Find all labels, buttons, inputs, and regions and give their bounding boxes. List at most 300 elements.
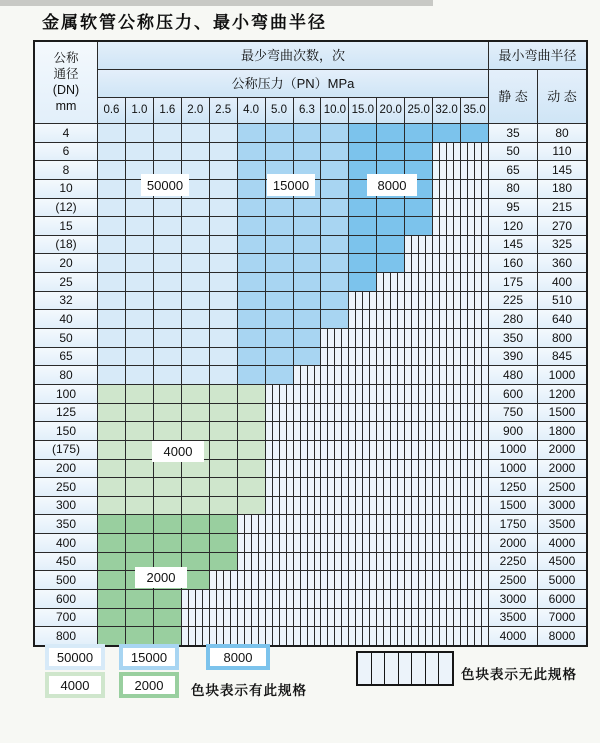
spec-available-cell (98, 571, 125, 589)
legend-label-8000: 8000 (210, 648, 266, 666)
spec-unavailable-cell (349, 329, 376, 347)
spec-available-cell (98, 310, 125, 328)
spec-available-cell (210, 217, 237, 235)
spec-unavailable-cell (294, 590, 321, 608)
spec-unavailable-cell (433, 478, 460, 496)
zone-label-2000: 2000 (135, 567, 187, 588)
spec-available-cell (238, 348, 265, 366)
legend-label-4000: 4000 (49, 676, 101, 694)
spec-available-cell (126, 143, 153, 161)
spec-available-cell (294, 292, 321, 310)
legend-label-50000: 50000 (49, 648, 101, 666)
spec-available-cell (349, 273, 376, 291)
spec-unavailable-cell (266, 571, 293, 589)
spec-unavailable-cell (461, 161, 488, 179)
dynamic-radius-cell: 1800 (538, 422, 586, 440)
spec-unavailable-cell (377, 627, 404, 645)
dynamic-radius-cell: 110 (538, 143, 586, 161)
spec-unavailable-cell (238, 609, 265, 627)
spec-available-cell (266, 217, 293, 235)
spec-unavailable-cell (349, 348, 376, 366)
spec-unavailable-cell (433, 627, 460, 645)
spec-unavailable-cell (377, 460, 404, 478)
static-radius-cell: 65 (489, 161, 537, 179)
dn-label-cell: 500 (35, 571, 97, 589)
spec-available-cell (126, 348, 153, 366)
legend-box-4000 (45, 672, 105, 698)
spec-unavailable-cell (377, 273, 404, 291)
spec-available-cell (210, 143, 237, 161)
pressure-column-header: 32.0 (433, 98, 460, 123)
spec-available-cell (98, 609, 125, 627)
spec-unavailable-cell (294, 404, 321, 422)
dynamic-radius-cell: 270 (538, 217, 586, 235)
dn-label-cell: 50 (35, 329, 97, 347)
spec-unavailable-cell (461, 273, 488, 291)
spec-available-cell (238, 199, 265, 217)
spec-unavailable-cell (349, 627, 376, 645)
spec-unavailable-cell (321, 404, 348, 422)
pressure-column-header: 0.6 (98, 98, 125, 123)
spec-available-cell (210, 534, 237, 552)
spec-available-cell (182, 385, 209, 403)
spec-unavailable-cell (377, 571, 404, 589)
pressure-column-header: 25.0 (405, 98, 432, 123)
static-column-header: 静 态 (489, 70, 537, 123)
spec-unavailable-cell (405, 348, 432, 366)
spec-unavailable-cell (461, 460, 488, 478)
spec-available-cell (182, 236, 209, 254)
spec-unavailable-cell (321, 422, 348, 440)
spec-available-cell (126, 590, 153, 608)
spec-available-cell (433, 124, 460, 142)
spec-available-cell (321, 143, 348, 161)
spec-unavailable-cell (433, 534, 460, 552)
spec-available-cell (405, 124, 432, 142)
spec-unavailable-cell (433, 236, 460, 254)
static-radius-cell: 2250 (489, 553, 537, 571)
spec-unavailable-cell (266, 478, 293, 496)
spec-unavailable-cell (433, 199, 460, 217)
spec-available-cell (182, 404, 209, 422)
pressure-column-header: 4.0 (238, 98, 265, 123)
spec-available-cell (349, 217, 376, 235)
spec-unavailable-cell (461, 534, 488, 552)
dynamic-radius-cell: 510 (538, 292, 586, 310)
dn-label-cell: 125 (35, 404, 97, 422)
spec-available-cell (321, 161, 348, 179)
spec-unavailable-cell (182, 590, 209, 608)
dynamic-radius-cell: 3500 (538, 515, 586, 533)
spec-available-cell (126, 236, 153, 254)
spec-available-cell (210, 329, 237, 347)
spec-available-cell (266, 124, 293, 142)
spec-available-cell (154, 590, 181, 608)
spec-unavailable-cell (377, 422, 404, 440)
spec-available-cell (154, 217, 181, 235)
spec-unavailable-cell (266, 422, 293, 440)
spec-available-cell (210, 124, 237, 142)
static-radius-cell: 2500 (489, 571, 537, 589)
dn-label-cell: 8 (35, 161, 97, 179)
spec-unavailable-cell (294, 441, 321, 459)
dn-label-cell: 100 (35, 385, 97, 403)
spec-unavailable-cell (294, 478, 321, 496)
spec-unavailable-cell (461, 515, 488, 533)
spec-available-cell (98, 422, 125, 440)
spec-available-cell (126, 404, 153, 422)
pressure-column-header: 5.0 (266, 98, 293, 123)
spec-available-cell (210, 199, 237, 217)
spec-available-cell (126, 609, 153, 627)
spec-available-cell (210, 292, 237, 310)
spec-available-cell (321, 180, 348, 198)
spec-available-cell (294, 348, 321, 366)
spec-unavailable-cell (461, 254, 488, 272)
spec-unavailable-cell (182, 627, 209, 645)
spec-available-cell (98, 553, 125, 571)
spec-available-cell (461, 124, 488, 142)
spec-available-cell (154, 627, 181, 645)
spec-unavailable-cell (294, 385, 321, 403)
legend-hatch-cell (439, 653, 452, 684)
spec-available-cell (182, 310, 209, 328)
legend-label-2000: 2000 (123, 676, 175, 694)
page-title: 金属软管公称压力、最小弯曲半径 (42, 13, 327, 33)
spec-unavailable-cell (433, 310, 460, 328)
spec-available-cell (98, 273, 125, 291)
spec-available-cell (98, 534, 125, 552)
spec-available-cell (182, 534, 209, 552)
spec-available-cell (182, 273, 209, 291)
spec-available-cell (349, 236, 376, 254)
spec-unavailable-cell (266, 460, 293, 478)
spec-unavailable-cell (238, 571, 265, 589)
spec-unavailable-cell (377, 385, 404, 403)
spec-available-cell (154, 460, 181, 478)
spec-available-cell (154, 292, 181, 310)
spec-available-cell (98, 460, 125, 478)
spec-unavailable-cell (349, 497, 376, 515)
static-radius-cell: 480 (489, 366, 537, 384)
spec-available-cell (154, 143, 181, 161)
spec-unavailable-cell (433, 254, 460, 272)
spec-unavailable-cell (294, 534, 321, 552)
dn-label-cell: (175) (35, 441, 97, 459)
dynamic-radius-cell: 4000 (538, 534, 586, 552)
spec-table (33, 40, 588, 647)
spec-unavailable-cell (461, 404, 488, 422)
spec-available-cell (98, 590, 125, 608)
spec-available-cell (154, 478, 181, 496)
spec-available-cell (126, 366, 153, 384)
spec-unavailable-cell (377, 441, 404, 459)
spec-available-cell (266, 292, 293, 310)
spec-unavailable-cell (405, 310, 432, 328)
spec-available-cell (238, 478, 265, 496)
spec-available-cell (294, 124, 321, 142)
spec-unavailable-cell (461, 348, 488, 366)
spec-available-cell (266, 236, 293, 254)
spec-unavailable-cell (405, 609, 432, 627)
dynamic-radius-cell: 325 (538, 236, 586, 254)
spec-available-cell (266, 254, 293, 272)
spec-unavailable-cell (210, 590, 237, 608)
spec-available-cell (126, 124, 153, 142)
spec-unavailable-cell (294, 515, 321, 533)
spec-available-cell (210, 236, 237, 254)
pressure-header: 公称压力（PN）MPa (98, 70, 488, 97)
bend-cycles-header: 最少弯曲次数，次 (98, 42, 488, 69)
legend-box-50000 (45, 644, 105, 670)
spec-available-cell (294, 199, 321, 217)
spec-available-cell (154, 310, 181, 328)
spec-available-cell (210, 515, 237, 533)
dynamic-radius-cell: 2000 (538, 441, 586, 459)
dn-label-cell: 32 (35, 292, 97, 310)
static-radius-cell: 280 (489, 310, 537, 328)
dynamic-radius-cell: 145 (538, 161, 586, 179)
spec-available-cell (238, 161, 265, 179)
spec-available-cell (154, 534, 181, 552)
dn-label-cell: 80 (35, 366, 97, 384)
spec-available-cell (405, 199, 432, 217)
spec-available-cell (294, 254, 321, 272)
spec-available-cell (210, 254, 237, 272)
spec-available-cell (98, 366, 125, 384)
spec-available-cell (321, 217, 348, 235)
spec-unavailable-cell (405, 236, 432, 254)
spec-unavailable-cell (377, 292, 404, 310)
spec-unavailable-cell (405, 478, 432, 496)
spec-unavailable-cell (321, 385, 348, 403)
spec-available-cell (126, 441, 153, 459)
spec-unavailable-cell (321, 553, 348, 571)
spec-available-cell (238, 497, 265, 515)
static-radius-cell: 350 (489, 329, 537, 347)
legend-hatch-box (356, 651, 454, 686)
spec-unavailable-cell (266, 385, 293, 403)
spec-unavailable-cell (377, 590, 404, 608)
corner-line-3: (DN) (52, 83, 80, 97)
spec-unavailable-cell (377, 348, 404, 366)
spec-unavailable-cell (433, 273, 460, 291)
spec-available-cell (154, 609, 181, 627)
dn-label-cell: 200 (35, 460, 97, 478)
spec-unavailable-cell (321, 478, 348, 496)
static-radius-cell: 1750 (489, 515, 537, 533)
spec-unavailable-cell (461, 441, 488, 459)
spec-available-cell (98, 199, 125, 217)
dn-label-cell: 6 (35, 143, 97, 161)
spec-unavailable-cell (461, 292, 488, 310)
spec-unavailable-cell (461, 571, 488, 589)
spec-available-cell (238, 404, 265, 422)
spec-unavailable-cell (321, 460, 348, 478)
spec-unavailable-cell (405, 627, 432, 645)
static-radius-cell: 600 (489, 385, 537, 403)
dynamic-radius-cell: 6000 (538, 590, 586, 608)
static-radius-cell: 95 (489, 199, 537, 217)
spec-available-cell (210, 497, 237, 515)
spec-available-cell (238, 143, 265, 161)
dn-label-cell: 250 (35, 478, 97, 496)
spec-available-cell (405, 217, 432, 235)
static-radius-cell: 1500 (489, 497, 537, 515)
spec-available-cell (154, 348, 181, 366)
spec-available-cell (349, 143, 376, 161)
spec-available-cell (238, 441, 265, 459)
spec-available-cell (154, 515, 181, 533)
dn-label-cell: (18) (35, 236, 97, 254)
spec-unavailable-cell (294, 497, 321, 515)
spec-available-cell (98, 254, 125, 272)
static-radius-cell: 2000 (489, 534, 537, 552)
dn-label-cell: 25 (35, 273, 97, 291)
spec-available-cell (126, 199, 153, 217)
spec-available-cell (154, 273, 181, 291)
spec-unavailable-cell (377, 366, 404, 384)
spec-unavailable-cell (349, 460, 376, 478)
spec-unavailable-cell (321, 515, 348, 533)
spec-unavailable-cell (349, 609, 376, 627)
legend-hatch-cell (426, 653, 440, 684)
spec-available-cell (238, 329, 265, 347)
spec-unavailable-cell (405, 553, 432, 571)
spec-unavailable-cell (294, 366, 321, 384)
spec-available-cell (266, 273, 293, 291)
spec-unavailable-cell (182, 609, 209, 627)
spec-unavailable-cell (349, 292, 376, 310)
dn-label-cell: 150 (35, 422, 97, 440)
static-radius-cell: 175 (489, 273, 537, 291)
spec-unavailable-cell (461, 217, 488, 235)
static-radius-cell: 225 (489, 292, 537, 310)
spec-available-cell (266, 199, 293, 217)
spec-unavailable-cell (461, 180, 488, 198)
spec-unavailable-cell (433, 348, 460, 366)
dn-label-cell: 300 (35, 497, 97, 515)
spec-unavailable-cell (294, 460, 321, 478)
spec-available-cell (377, 217, 404, 235)
spec-unavailable-cell (349, 310, 376, 328)
spec-available-cell (126, 273, 153, 291)
spec-unavailable-cell (266, 590, 293, 608)
spec-available-cell (98, 441, 125, 459)
spec-unavailable-cell (238, 534, 265, 552)
spec-available-cell (182, 422, 209, 440)
spec-unavailable-cell (349, 441, 376, 459)
spec-unavailable-cell (405, 404, 432, 422)
spec-available-cell (238, 180, 265, 198)
spec-unavailable-cell (321, 571, 348, 589)
spec-unavailable-cell (433, 590, 460, 608)
spec-unavailable-cell (405, 422, 432, 440)
spec-available-cell (294, 236, 321, 254)
spec-available-cell (238, 460, 265, 478)
spec-available-cell (321, 236, 348, 254)
spec-available-cell (294, 310, 321, 328)
spec-available-cell (349, 124, 376, 142)
spec-available-cell (98, 161, 125, 179)
spec-available-cell (126, 478, 153, 496)
spec-unavailable-cell (349, 590, 376, 608)
static-radius-cell: 390 (489, 348, 537, 366)
spec-unavailable-cell (405, 292, 432, 310)
spec-unavailable-cell (461, 366, 488, 384)
spec-available-cell (405, 143, 432, 161)
legend-hatch-cell (399, 653, 413, 684)
spec-unavailable-cell (461, 609, 488, 627)
static-radius-cell: 120 (489, 217, 537, 235)
spec-unavailable-cell (321, 366, 348, 384)
spec-available-cell (182, 217, 209, 235)
static-radius-cell: 50 (489, 143, 537, 161)
spec-available-cell (210, 348, 237, 366)
spec-available-cell (210, 404, 237, 422)
spec-unavailable-cell (461, 236, 488, 254)
spec-available-cell (182, 478, 209, 496)
dynamic-radius-cell: 640 (538, 310, 586, 328)
legend-box-15000 (119, 644, 179, 670)
static-radius-cell: 35 (489, 124, 537, 142)
spec-available-cell (182, 254, 209, 272)
spec-unavailable-cell (321, 609, 348, 627)
spec-available-cell (154, 404, 181, 422)
spec-unavailable-cell (294, 627, 321, 645)
spec-available-cell (98, 217, 125, 235)
spec-available-cell (154, 329, 181, 347)
static-radius-cell: 4000 (489, 627, 537, 645)
spec-unavailable-cell (321, 348, 348, 366)
spec-unavailable-cell (433, 329, 460, 347)
zone-label-15000: 15000 (267, 174, 315, 196)
dn-label-cell: 40 (35, 310, 97, 328)
static-radius-cell: 3000 (489, 590, 537, 608)
pressure-column-header: 35.0 (461, 98, 488, 123)
spec-unavailable-cell (433, 497, 460, 515)
spec-unavailable-cell (349, 478, 376, 496)
spec-available-cell (154, 199, 181, 217)
dn-label-cell: 700 (35, 609, 97, 627)
spec-available-cell (98, 143, 125, 161)
spec-unavailable-cell (210, 627, 237, 645)
spec-unavailable-cell (433, 441, 460, 459)
spec-available-cell (154, 497, 181, 515)
spec-available-cell (238, 273, 265, 291)
spec-unavailable-cell (461, 478, 488, 496)
spec-unavailable-cell (461, 553, 488, 571)
spec-unavailable-cell (461, 590, 488, 608)
legend-box-8000 (206, 644, 270, 670)
spec-available-cell (294, 329, 321, 347)
dynamic-radius-cell: 5000 (538, 571, 586, 589)
corner-line-2: 通径 (53, 66, 79, 81)
zone-label-50000: 50000 (141, 174, 189, 196)
dynamic-radius-cell: 4500 (538, 553, 586, 571)
spec-available-cell (182, 329, 209, 347)
spec-unavailable-cell (461, 497, 488, 515)
spec-available-cell (321, 273, 348, 291)
spec-available-cell (98, 348, 125, 366)
spec-unavailable-cell (349, 571, 376, 589)
spec-unavailable-cell (405, 441, 432, 459)
pressure-column-header: 10.0 (321, 98, 348, 123)
legend-hatch-cell (412, 653, 426, 684)
static-radius-cell: 900 (489, 422, 537, 440)
spec-available-cell (182, 292, 209, 310)
dn-label-cell: 400 (35, 534, 97, 552)
